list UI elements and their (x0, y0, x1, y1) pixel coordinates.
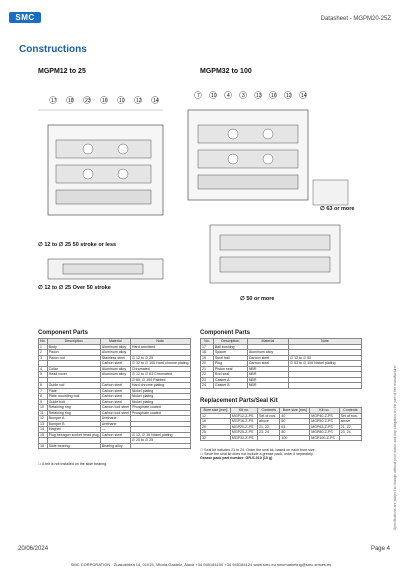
cylinder-drawing-right-top (178, 80, 358, 210)
table-cell: Plate (47, 388, 100, 394)
replacement-note: Grease pack part number: GR-S-010 (10 g) (200, 456, 273, 460)
table-cell: 21, 22, (258, 424, 280, 430)
section-title: Constructions (19, 44, 87, 55)
table-cell: Carbon steel (100, 432, 130, 438)
callout-10r: 10 (211, 93, 217, 99)
component-parts-table-left (38, 338, 191, 449)
table-cell: ∅ 32 to ∅ 100 Hard chrome plating (131, 361, 189, 365)
table-cell: 5 (39, 372, 48, 378)
replacement-header: Bore size [mm] (280, 408, 310, 414)
table-cell: ∅ 12 to ∅ 25 (130, 355, 190, 361)
table-cell: 4 (39, 366, 48, 372)
table-cell: 24 (201, 383, 214, 389)
table-cell: 25 (201, 430, 231, 436)
callout-14r: 14 (301, 93, 307, 99)
table-cell: 14 (39, 427, 48, 433)
table-cell (130, 443, 190, 449)
table-cell: MGP63-Z-PS (310, 424, 339, 430)
table-cell: 13 (39, 421, 48, 427)
left-table-note: □: A felt is not installed on the slide bearing. (38, 462, 108, 466)
callout-17: 17 (51, 98, 57, 104)
table-cell: Hard chrome plating (130, 383, 190, 389)
replacement-table (200, 407, 362, 441)
callout-12r: 12 (286, 93, 292, 99)
callout-4: 4 (227, 93, 230, 99)
callout-16: 16 (102, 98, 108, 104)
table-cell: Carbon steel (100, 361, 130, 367)
table-cell: Carbon tool steel (101, 410, 129, 415)
component-parts-title-right: Component Parts (200, 330, 251, 336)
replacement-header: Kit no. (230, 408, 257, 414)
table-cell: Piston rod (47, 355, 100, 361)
table-cell: Bumper A (47, 416, 100, 422)
table-cell: MGP32-Z-PS (230, 435, 257, 441)
table-cell: NBR (247, 383, 288, 389)
table-cell: Guide rod (47, 383, 100, 389)
table-cell: Bumper B (47, 421, 100, 427)
table-cell: Nickel plating (130, 394, 190, 400)
table-cell: Piston (47, 350, 100, 356)
table-cell: MGP50-Z-PS (310, 419, 339, 425)
table-cell: 23, 24 (339, 430, 361, 436)
table-cell: 1 (39, 344, 48, 350)
table-cell: MGP20-Z-PS (230, 424, 257, 430)
col-no-r: No. (201, 339, 214, 345)
table-cell: Carbon tool steel (101, 405, 129, 409)
table-cell: 18 (201, 350, 214, 356)
table-cell: Guide bolt (47, 399, 100, 405)
callout-14: 14 (153, 98, 159, 104)
table-cell: Nickel plating (130, 388, 190, 394)
table-cell: 23 (201, 377, 214, 383)
table-cell: Carbon steel (100, 388, 130, 394)
replacement-header: Contents (258, 408, 280, 414)
table-cell: Plug (213, 361, 247, 367)
callout-7: 7 (197, 93, 200, 99)
table-cell: ∅ 80, ∅ 100 Painted (130, 377, 190, 383)
component-parts-title-left: Component Parts (38, 330, 89, 336)
left-caption-2: ∅ 12 to ∅ 25 Over 50 stroke (38, 285, 111, 291)
callout-3: 3 (242, 93, 245, 99)
table-row (201, 435, 362, 441)
col-material: Material (100, 339, 130, 345)
table-row (39, 443, 191, 449)
table-cell: 10 (39, 405, 48, 411)
table-cell: Aluminum alloy (100, 366, 130, 372)
table-cell: 6 (39, 383, 48, 389)
table-cell: above (339, 419, 361, 425)
smc-logo: SMC (9, 12, 41, 23)
table-cell: NBR (247, 366, 288, 372)
table-cell: Gasket A (213, 377, 247, 383)
table-cell: Set of nos. (339, 413, 361, 419)
table-cell: 40 (280, 413, 310, 419)
table-cell (339, 435, 361, 441)
callout-23: 23 (85, 98, 91, 104)
table-cell: MGP40-Z-PS (310, 413, 339, 419)
table-cell: 80 (280, 430, 310, 436)
replacement-header: Kit no. (310, 408, 339, 414)
table-cell: 21, 22, (339, 424, 361, 430)
table-cell: Retaining ring (47, 405, 100, 411)
table-cell: 3 (39, 355, 48, 361)
table-row (201, 383, 362, 389)
table-cell: 20 (201, 424, 231, 430)
table-cell: 12 (201, 413, 231, 419)
col-description-r: Description (213, 339, 247, 345)
table-cell: Body (47, 344, 100, 350)
table-cell: Carbon steel (247, 361, 288, 367)
callout-16r: 16 (271, 93, 277, 99)
table-row (39, 372, 191, 378)
table-cell: 23, 24 (258, 430, 280, 436)
cylinder-drawing-left-top (38, 80, 178, 240)
col-no: No. (40, 339, 46, 343)
left-caption-1: ∅ 12 to ∅ 25 50 stroke or less (38, 242, 117, 248)
table-cell: Magnet (47, 427, 100, 433)
col-description: Description (47, 339, 100, 345)
table-cell: ∅ 12, ∅ 16 Nickel plating (130, 432, 190, 438)
table-cell: Aluminum alloy (100, 350, 130, 356)
table-cell: 8 (39, 394, 48, 400)
table-cell: 50 (280, 419, 310, 425)
table-cell: Aluminum alloy (100, 372, 130, 378)
table-cell: Piston seal (213, 366, 247, 372)
callout-13: 13 (256, 93, 262, 99)
replacement-title: Replacement Parts/Seal Kit (200, 398, 278, 404)
table-cell: Urethane (100, 421, 130, 427)
table-cell: Set of nos. (258, 413, 280, 419)
table-cell: 100 (280, 435, 310, 441)
left-heading: MGPM12 to 25 (38, 68, 86, 75)
cylinder-drawing-left-bottom (38, 255, 178, 283)
right-caption-1: ∅ 63 or more (320, 206, 355, 212)
table-cell: Chromated (130, 366, 190, 372)
table-cell: Steel ball (213, 355, 247, 361)
table-cell: 20 (201, 361, 214, 367)
table-cell: 11 (39, 410, 48, 416)
col-material-r: Material (247, 339, 288, 345)
table-cell: Stainless steel (100, 355, 130, 361)
table-cell: MGP12-Z-PS (230, 413, 257, 419)
table-cell: NBR (247, 372, 288, 378)
table-cell: Ball bushing (213, 344, 247, 350)
table-cell: 32 (201, 435, 231, 441)
table-cell: 63 (280, 424, 310, 430)
footer-date: 20/06/2024 (18, 546, 49, 552)
side-disclaimer: Specifications are subject to change without prior notice and any obligation on the part of the manufacturer. (393, 364, 397, 530)
table-cell: ∅ 63 to ∅ 100 Nickel plating (288, 361, 361, 367)
table-cell: ∅ 20 to ∅ 25 (130, 438, 190, 444)
table-cell: 22 (201, 372, 214, 378)
table-cell: Gasket B (213, 383, 247, 389)
table-cell: 9 (39, 399, 48, 405)
table-cell: 2 (39, 350, 48, 356)
table-cell: 16 (201, 419, 231, 425)
table-cell: Carbon steel (247, 355, 288, 361)
table-cell: Slide bearing (47, 443, 100, 449)
table-cell: MGP100-Z-PS (310, 435, 339, 441)
table-cell (258, 435, 280, 441)
datasheet-title: Datasheet - MGPM20-25Z (320, 16, 391, 22)
cylinder-drawing-right-bottom (200, 220, 360, 290)
table-cell: Head cover (47, 372, 100, 378)
table-row (39, 432, 191, 438)
table-cell: 15 (39, 432, 48, 438)
table-cell: MGP80-Z-PS (310, 430, 339, 436)
table-cell: Carbon steel (100, 383, 130, 389)
footer-address: SMC CORPORATION · Zuazobidea 14, 01015, Vitoria-Gasteiz, Álava +34 945184100 +34 945184124 www.smc.eu smcmarketing@smc.smces.es (70, 562, 332, 567)
table-cell: NBR (247, 377, 288, 383)
table-cell (288, 383, 361, 389)
table-cell: Hard anodized (130, 344, 190, 350)
footer-page: Page 4 (370, 546, 390, 552)
table-cell: above (258, 419, 280, 425)
table-cell: Collar (47, 366, 100, 372)
callout-18: 18 (68, 98, 74, 104)
table-cell: 17 (201, 344, 214, 350)
right-caption-2: ∅ 50 or more (240, 296, 275, 302)
component-parts-table-right (200, 338, 362, 389)
table-cell: Nickel plating (130, 399, 190, 405)
table-cell: Spacer (213, 350, 247, 356)
callout-10: 10 (119, 98, 125, 104)
table-cell: Urethane (100, 416, 130, 422)
table-cell: MGP25-Z-PS (230, 430, 257, 436)
table-cell: Carbon steel (100, 394, 130, 400)
table-cell: Carbon steel (100, 399, 130, 405)
table-cell: 16 (39, 443, 48, 449)
replacement-notes (200, 448, 370, 460)
callout-12: 12 (136, 98, 142, 104)
col-note-r: Note (288, 339, 361, 345)
table-cell: 21 (201, 366, 214, 372)
table-cell: MGP16-Z-PS (230, 419, 257, 425)
table-cell: ∅ 12 to ∅ 50 (288, 355, 361, 361)
table-cell: Plug hexagon socket head plug (48, 432, 99, 437)
replacement-header: Contents (339, 408, 361, 414)
table-cell: Retaining ring (47, 410, 100, 416)
table-cell: Phosphate coated (130, 410, 190, 416)
table-cell: Plate mounting bolt (47, 394, 100, 400)
table-cell: 12 (39, 416, 48, 422)
table-cell: — (100, 427, 130, 433)
table-cell: 7 (39, 388, 48, 394)
table-cell: Aluminum alloy (247, 350, 288, 356)
table-cell: Phosphate coated (130, 405, 190, 411)
col-note: Note (130, 339, 190, 345)
table-cell: ∅ 12 to ∅ 63 Chromated (130, 372, 190, 378)
table-cell: 19 (201, 355, 214, 361)
table-cell: Rod seal (213, 372, 247, 378)
table-cell: Aluminum alloy (100, 344, 130, 350)
table-cell: Bearing alloy (100, 443, 130, 449)
right-heading: MGPM32 to 100 (200, 68, 252, 75)
replacement-header: Bore size [mm] (201, 408, 231, 414)
replacement-note: □: Since the seal kit does not include a grease pack, order it separately. (200, 452, 314, 456)
replacement-note: □: Seal kit includes 21 to 24. Order the seal kit, based on each bore size. (200, 448, 316, 452)
